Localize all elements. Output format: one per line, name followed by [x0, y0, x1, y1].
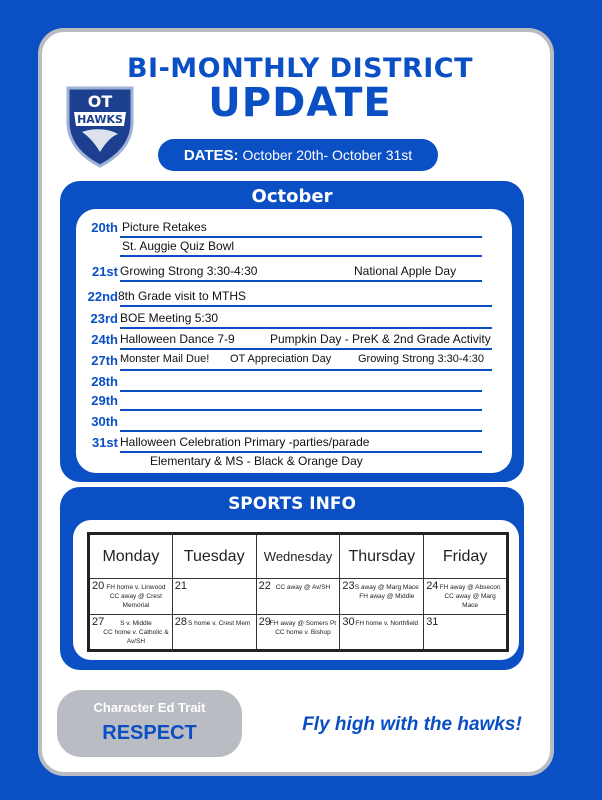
day-header: Thursday [340, 534, 424, 579]
row-line [120, 305, 492, 307]
event-text: FH home v. Linwood [106, 584, 166, 591]
row-day: 21st [91, 264, 118, 279]
calendar-cell [340, 615, 424, 651]
row-line [120, 430, 482, 432]
calendar-cell [424, 615, 508, 651]
cell-date: 31 [426, 616, 439, 628]
event-text: CC away @ Marg Mace [444, 593, 496, 609]
row-line [120, 236, 482, 238]
row-item: National Apple Day [354, 264, 457, 278]
row-item: 8th Grade visit to MTHS [118, 289, 247, 303]
calendar-cell [172, 615, 256, 651]
row-line [120, 327, 492, 329]
sports-calendar [87, 532, 509, 652]
row-day: 24th [91, 332, 118, 347]
row-line [120, 409, 482, 411]
sports-title: SPORTS INFO [228, 494, 356, 514]
row-day: 20th [91, 220, 118, 235]
day-header: Friday [424, 534, 508, 579]
event-text: S away @ Marg Mace [354, 584, 419, 591]
cell-events [269, 583, 338, 592]
cell-date: 28 [174, 616, 188, 628]
cell-events [185, 619, 254, 628]
row-line [120, 348, 492, 350]
calendar-cell [424, 579, 508, 615]
row-item: Growing Strong 3:30-4:30 [120, 264, 258, 278]
row-item: Halloween Dance 7-9 [120, 332, 235, 346]
day-header: Monday [89, 534, 173, 579]
cell-date: 20 [92, 580, 105, 592]
row-day: 28th [91, 374, 118, 389]
cell-date: 23 [342, 580, 355, 592]
row-item: BOE Meeting 5:30 [120, 311, 219, 325]
event-text: CC away @ Av/SH [275, 584, 331, 591]
row-line [120, 369, 492, 371]
dates-banner [158, 139, 438, 171]
cell-date: 21 [174, 580, 188, 592]
cell-date: 29 [258, 616, 271, 628]
cell-date: 30 [342, 616, 355, 628]
row-day: 30th [91, 414, 118, 429]
dates-value: October 20th- October 31st [242, 147, 413, 163]
event-text: FH away @ Somers Pt [269, 620, 337, 627]
row-line [120, 280, 482, 282]
cell-date: 27 [92, 616, 105, 628]
cell-events [352, 619, 421, 628]
svg-text:OT: OT [87, 92, 113, 111]
row-line [120, 255, 482, 257]
calendar-cell [89, 615, 173, 651]
october-title: October [251, 186, 333, 207]
calendar-cell [340, 579, 424, 615]
cell-events [102, 619, 170, 646]
cell-date: 22 [258, 580, 271, 592]
calendar-cell [172, 579, 256, 615]
row-item: Elementary & MS - Black & Orange Day [150, 454, 363, 468]
event-text: FH away @ Middle [359, 593, 415, 600]
row-item: OT Appreciation Day [230, 353, 332, 365]
calendar-cell [256, 579, 340, 615]
row-item: Growing Strong 3:30-4:30 [358, 353, 484, 365]
row-day: 23rd [90, 311, 118, 326]
cell-events [269, 619, 338, 637]
event-text: CC away @ Crest Memorial [109, 593, 162, 609]
row-day: 29th [91, 393, 118, 408]
row-day: 31st [91, 435, 118, 450]
row-day: 22nd [87, 289, 118, 304]
svg-text:HAWKS: HAWKS [77, 113, 123, 126]
cell-events [102, 583, 170, 610]
slogan: Fly high with the hawks! [302, 714, 522, 735]
title-line-1: BI-MONTHLY DISTRICT [126, 53, 474, 84]
event-text: FH home v. Northfield [355, 620, 419, 627]
day-header: Tuesday [172, 534, 256, 579]
calendar-cell [89, 579, 173, 615]
event-text: S v. Middle [120, 620, 152, 627]
row-day: 27th [91, 353, 118, 368]
cell-date: 24 [426, 580, 439, 592]
title-line-2: UPDATE [208, 80, 392, 126]
cell-events [436, 583, 504, 610]
row-item: St. Auggie Quiz Bowl [122, 239, 235, 253]
calendar-cell [256, 615, 340, 651]
event-text: CC home v. Catholic & Av/SH [103, 629, 169, 645]
character-ed-label: Character Ed Trait [93, 700, 206, 715]
row-line [120, 390, 482, 392]
row-item: Picture Retakes [122, 220, 207, 234]
day-header: Wednesday [256, 534, 340, 579]
event-text: FH away @ Absecon [439, 584, 501, 591]
row-item: Pumpkin Day - PreK & 2nd Grade Activity [270, 332, 491, 346]
cell-events [352, 583, 421, 601]
event-text: CC home v. Bishop [275, 629, 331, 636]
character-ed-value: RESPECT [102, 722, 197, 744]
row-item: Halloween Celebration Primary -parties/parade [120, 435, 370, 449]
event-text: S home v. Crest Mem [188, 620, 251, 627]
row-line [120, 451, 482, 453]
row-item: Monster Mail Due! [120, 353, 210, 365]
dates-label: DATES: [183, 146, 239, 164]
